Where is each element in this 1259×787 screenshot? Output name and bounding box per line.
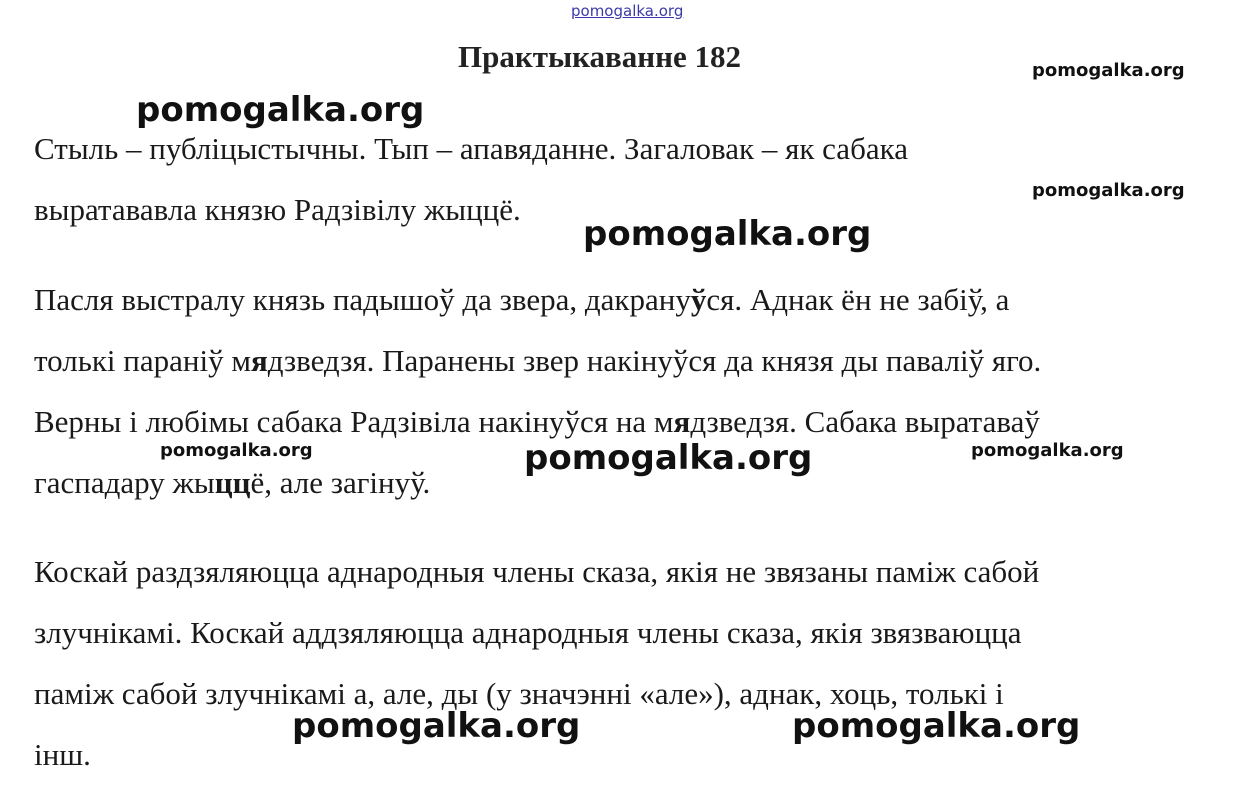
watermark: pomogalka.org (292, 706, 581, 746)
text-line (34, 404, 1040, 440)
highlighted-letters: цц (214, 465, 251, 500)
watermark-link[interactable]: pomogalka.org (571, 2, 684, 20)
text-run: дзведзя. Сабака выратаваў (690, 404, 1040, 439)
text-run: ся. Аднак ён не забіў, а (706, 282, 1010, 317)
highlighted-letters: ў (690, 282, 707, 317)
text-run: паміж сабой злучнікамі а, але, ды (у значэнні «але»), аднак, хоць, толькі і (34, 676, 1004, 711)
text-run: дзведзя. Паранены звер накінуўся да князя ды паваліў яго. (267, 343, 1042, 378)
text-run: ё, але загінуў. (250, 465, 431, 500)
text-run: інш. (34, 737, 91, 772)
watermark: pomogalka.org (1032, 180, 1185, 201)
watermark: pomogalka.org (792, 706, 1081, 746)
watermark: pomogalka.org (160, 440, 313, 461)
text-line (34, 737, 91, 773)
text-line (34, 343, 1041, 379)
watermark: pomogalka.org (1032, 60, 1185, 81)
text-line (34, 131, 908, 167)
page-title: Практыкаванне 182 (458, 39, 742, 74)
highlighted-letters: я (250, 343, 268, 378)
text-run: гаспадару жы (34, 465, 215, 500)
text-line (34, 554, 1039, 590)
text-run: Коскай раздзяляюцца аднародныя члены сказа, якія не звязаны паміж сабой (34, 554, 1040, 589)
text-run: толькі параніў м (34, 343, 251, 378)
watermark: pomogalka.org (136, 90, 425, 130)
watermark: pomogalka.org (971, 440, 1124, 461)
text-run: злучнікамі. Коскай аддзяляюцца аднародныя члены сказа, якія звязваюцца (34, 615, 1022, 650)
text-line (34, 465, 430, 501)
text-run: Пасля выстралу князь падышоў да звера, дакрану (34, 282, 691, 317)
text-run: Стыль – публіцыстычны. Тып – апавяданне. Загаловак – як сабака (34, 131, 908, 166)
highlighted-letters: я (673, 404, 691, 439)
watermark: pomogalka.org (524, 438, 813, 478)
watermark: pomogalka.org (583, 214, 872, 254)
text-line (34, 282, 1009, 318)
text-run: выратававла князю Радзівілу жыццё. (34, 192, 521, 227)
text-line (34, 615, 1022, 651)
text-line (34, 192, 521, 228)
text-run: Верны і любімы сабака Радзівіла накінуўся на м (34, 404, 674, 439)
